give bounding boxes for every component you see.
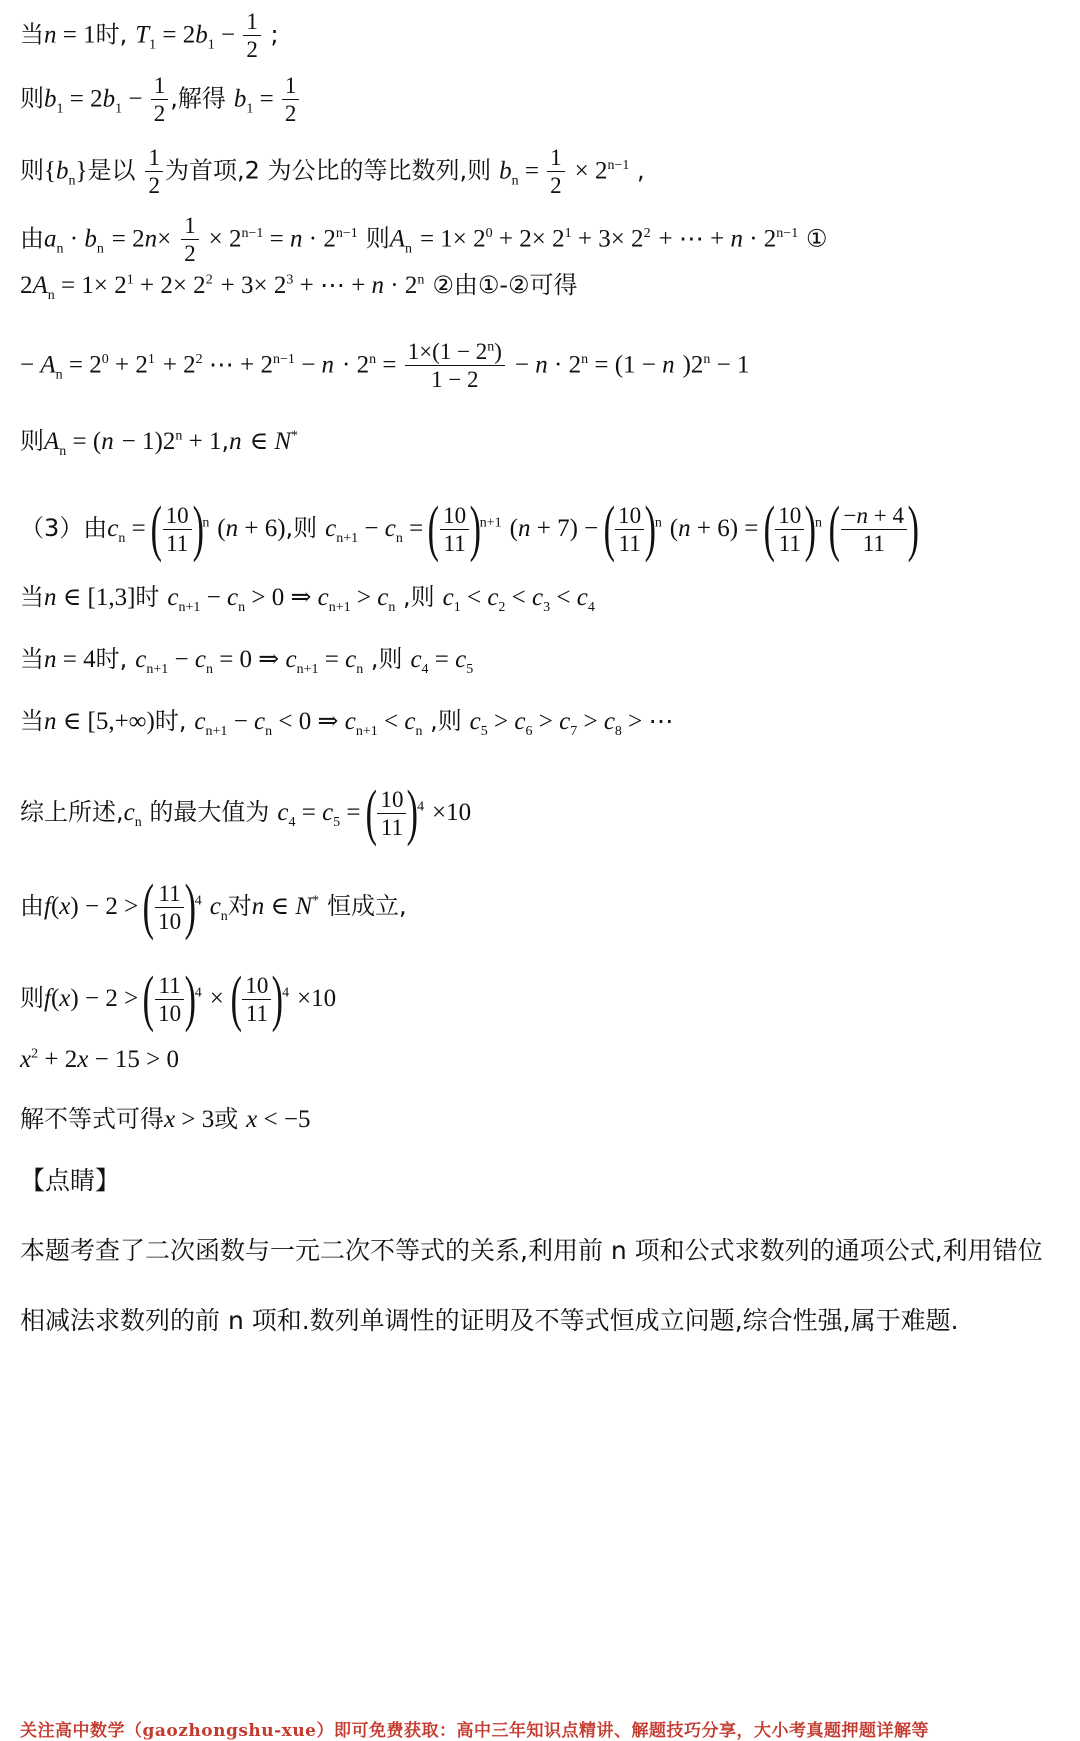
line-10: 当n = 4时, $c_{n+1} - c_n = 0$ ⇒ $c_{n+1} = c_n$ ,则 $c_4 = c_5$	[20, 645, 474, 677]
line-14: 则f(x) − 2 > ( $\frac{11}{10}$ )$^4$ × ( $\frac{10}{11}$ )$^4$ ×10	[20, 965, 337, 1033]
line-12: 综上所述$,c_n$ 的最大值为 $c_4 = c_5$ = ( $\frac{10}{11}$ )$^4$ ×10	[20, 779, 472, 847]
line-13: 由f(x) − 2 > ( $\frac{11}{10}$ )$^4$ $c_n$对n ∈ N* 恒成立,	[20, 873, 407, 941]
line-6: − $A_n = 2^0 + 2^1 + 2^2$ ⋯ + $2^{n-1} - n \cdot 2^n$ = $\frac{1\times(1 - 2^n)}{1 - 2}$ − $n \cdot 2^n = (1 - n$ )$2^n - 1$	[20, 339, 750, 392]
line-5: $2A_n = 1\times 2^1 + 2\times 2^2 + 3\times 2^3$ + ⋯ + $n \cdot 2^n$ ②由①-②可得	[20, 271, 578, 303]
line-11: 当n ∈ [5,+∞)时, $c_{n+1} - c_n < 0$ ⇒ $c_{n+1} < c_n$ ,则 $c_5 > c_6 > c_7 > c_8$ > ⋯	[20, 707, 674, 739]
line-2: 则$b_1 = 2b_1$ − $\frac{1}{2}$ ,解得 $b_1$ = $\frac{1}{2}$	[20, 74, 301, 125]
line-8: （3）由$c_n$ = ( $\frac{10}{11}$ )$^n$ (n + 6),则 $c_{n+1} - c_n$ = ( $\frac{10}{11}$ )$^{n+1}$ (n + 7) − ( $\frac{10}{11}$ )$^n$ (n + 6) = ( $\frac{10}{11}$ )$^n$ ( $\frac{-n + 4}{11}$ )	[20, 495, 920, 563]
line-9: 当n ∈ [1,3]时 $c_{n+1} - c_n > 0$ ⇒ $c_{n+1} > c_n$ ,则 $c_1 < c_2 < c_3 < c_4$	[20, 583, 595, 615]
summary-paragraph: 本题考查了二次函数与一元二次不等式的关系,利用前 n 项和公式求数列的通项公式,利用错位相减法求数列的前 n 项和.数列单调性的证明及不等式恒成立问题,综合性强,属于难题.	[20, 1236, 1043, 1335]
line-7: 则$A_n = (n - 1)2^n + 1,n$ ∈ N*	[20, 427, 299, 459]
line-3: 则$\{b_n\}$是以 $\frac{1}{2}$ 为首项,2 为公比的等比数列,则 $b_n$ = $\frac{1}{2}$ × $2^{n-1}$ ,	[20, 145, 645, 198]
line-1: 当n = 1时, $T_1 = 2b_1$ − $\frac{1}{2}$ ;	[20, 9, 279, 62]
footer-promo: 关注高中数学（gaozhongshu-xue）即可免费获取：高中三年知识点精讲、解题技巧分享，大小考真题押题详解等	[20, 1721, 929, 1741]
line-15: $x^2 + 2x - 15 > 0$	[20, 1046, 180, 1073]
dianjing-heading: 【点睛】	[20, 1166, 121, 1195]
line-16: 解不等式可得x > 3或 x < −5	[20, 1105, 311, 1133]
line-4: 由$a_n \cdot b_n = 2n\times$ $\frac{1}{2}$ × $2^{n-1} = n \cdot 2^{n-1}$ 则$A_n = 1\times 2^0 + 2\times 2^1 + 3\times 2^2$ + ⋯ + $n \cdot 2^{n-1}$ ①	[20, 213, 828, 266]
